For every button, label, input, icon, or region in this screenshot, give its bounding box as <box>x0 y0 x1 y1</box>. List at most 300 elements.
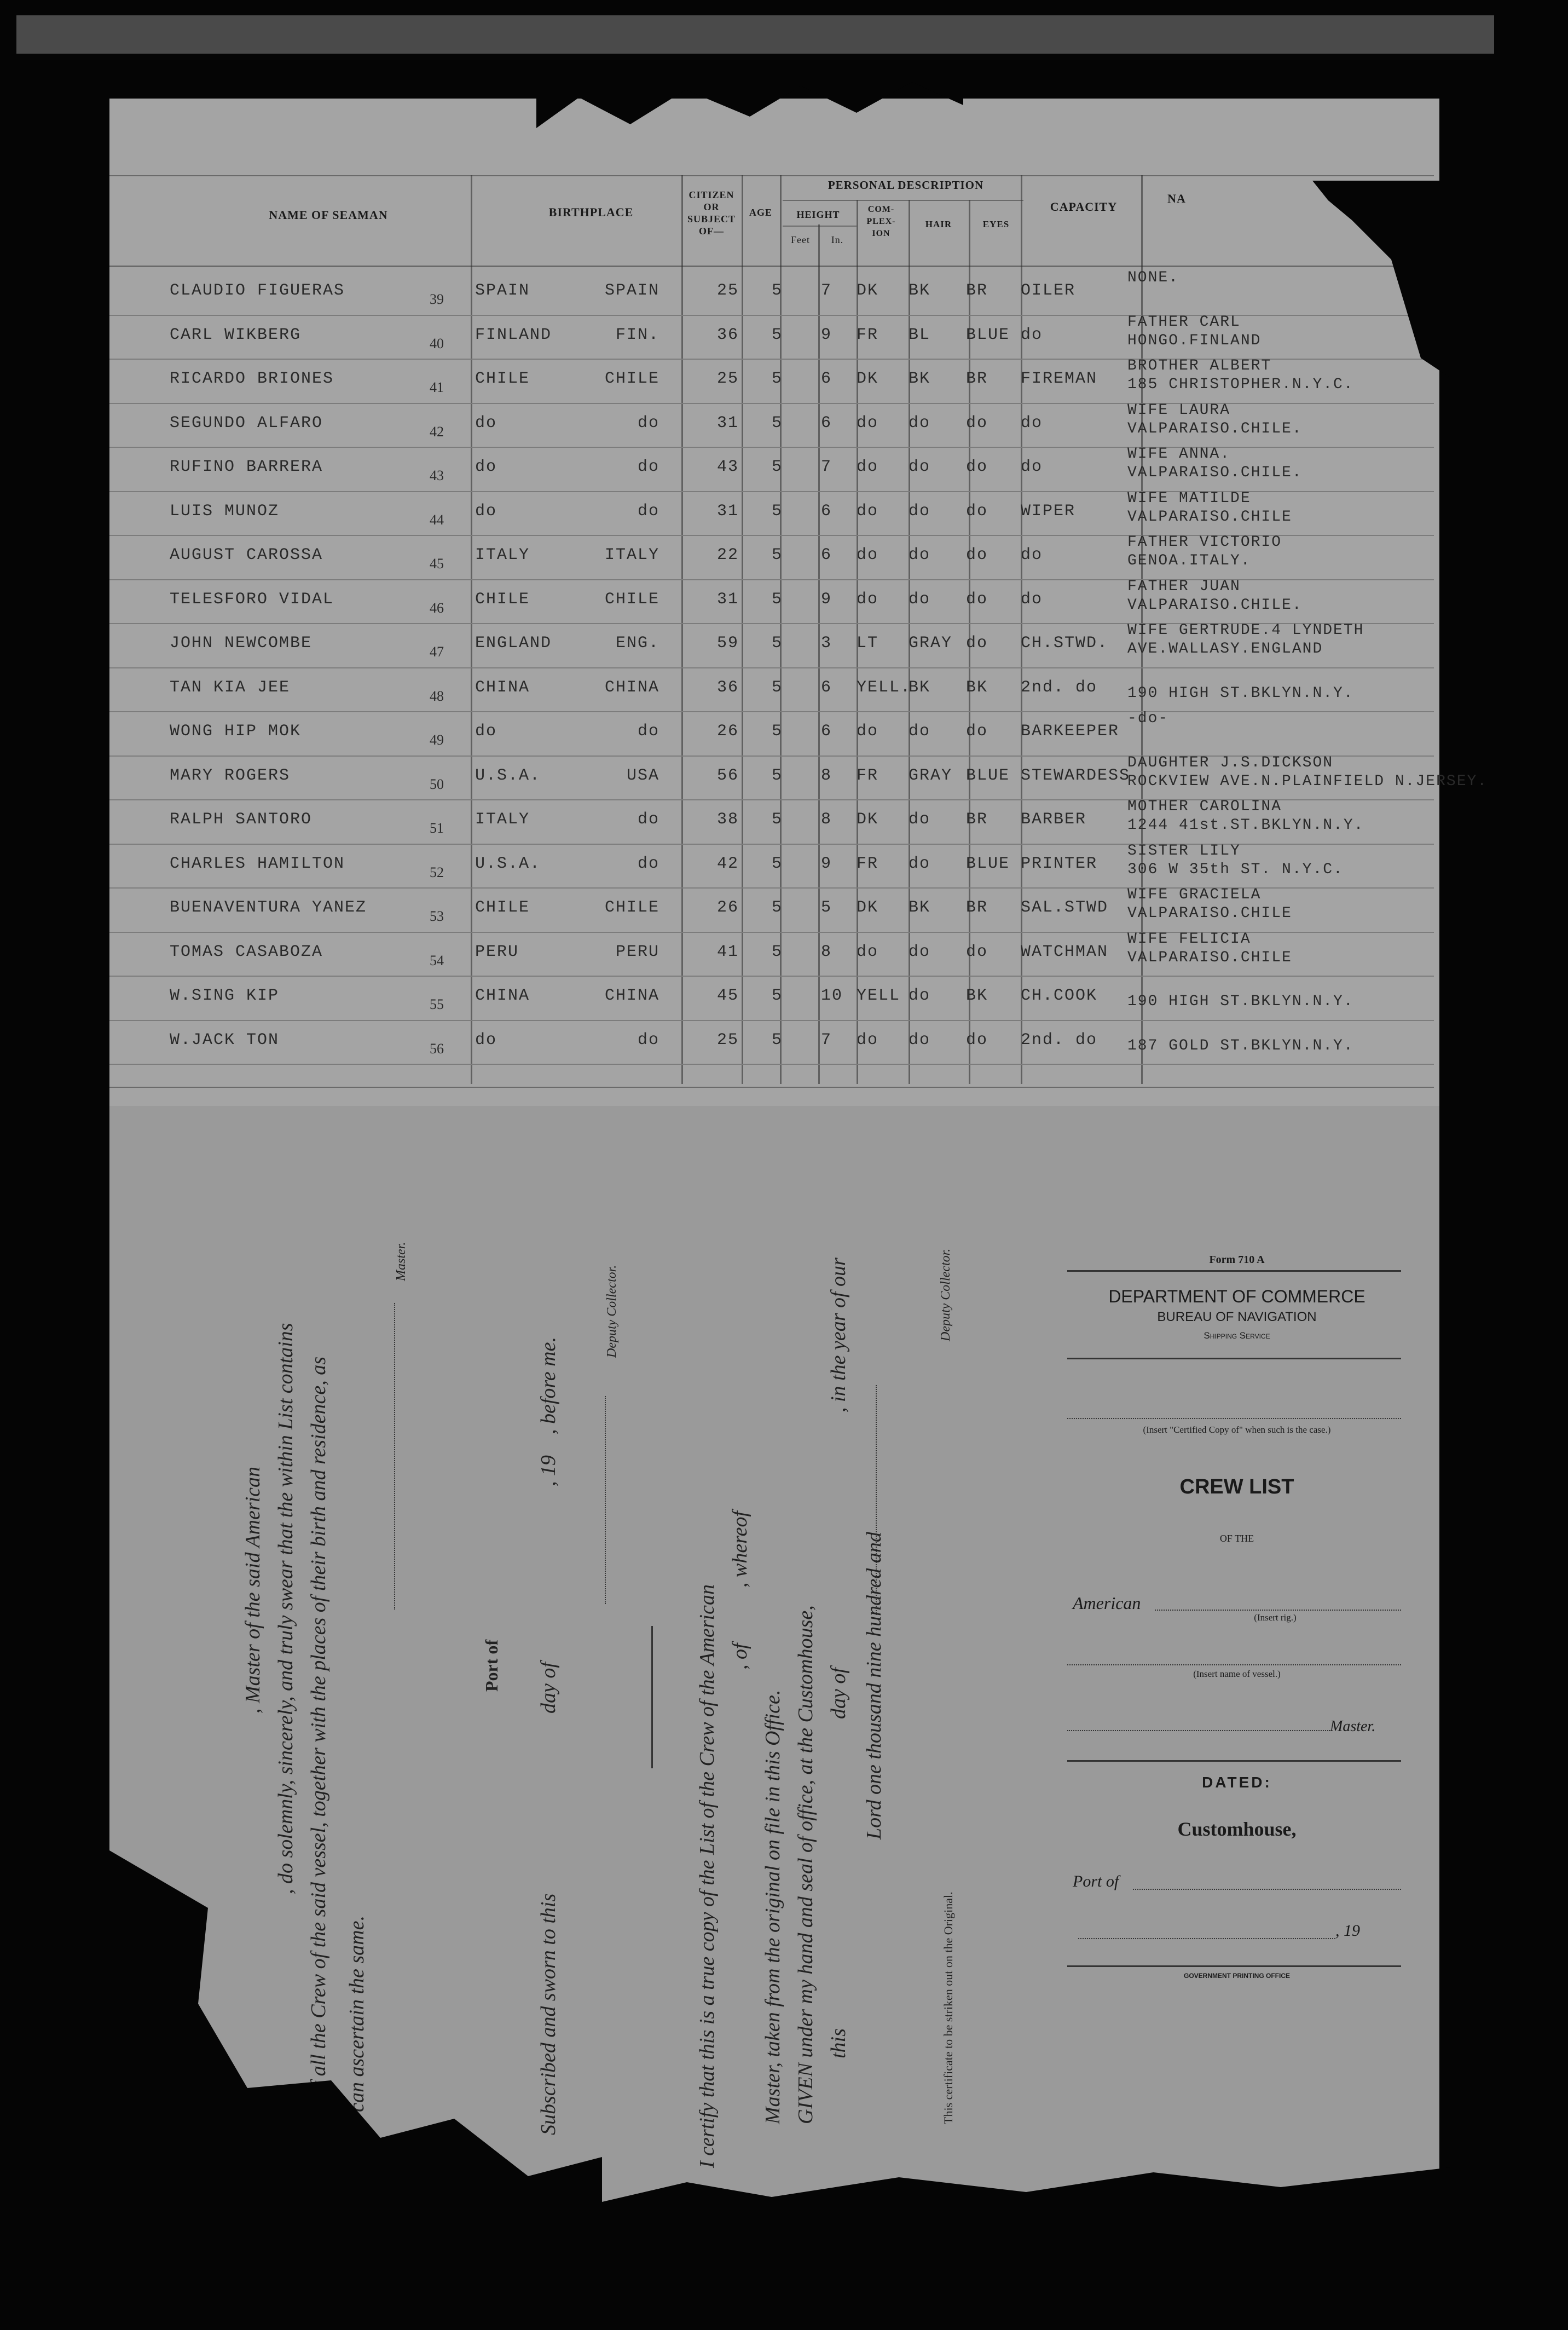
crew-ft-cell: 5 <box>772 325 783 344</box>
crew-birth-cell: do <box>475 413 497 432</box>
crew-birth-cell: CHINA <box>475 678 530 697</box>
crew-cit-cell: USA <box>626 766 659 785</box>
citizen-line-3: SUBJECT <box>687 214 736 224</box>
complexion-line-2: PLEX- <box>866 217 896 226</box>
crew-in-cell: 6 <box>821 370 832 388</box>
crew-rel1-cell: SISTER LILY <box>1127 842 1241 860</box>
crew-row-number: 44 <box>430 511 444 528</box>
crew-age-cell: 42 <box>716 854 739 873</box>
master-name-line <box>1067 1730 1330 1731</box>
cert-line-1: I certify that this is a true copy of the List of the Crew of the American <box>696 1584 719 2168</box>
crew-row-number: 46 <box>430 599 444 616</box>
seal-line <box>651 1626 653 1768</box>
cert-line-2b: , whereof <box>728 1510 751 1588</box>
crew-cap-cell: 2nd. do <box>1021 1030 1098 1049</box>
crew-in-cell: 10 <box>821 987 843 1005</box>
form-dated-rule <box>1067 1760 1401 1762</box>
cert-deputy-collector: Deputy Collector. <box>939 1248 953 1341</box>
feet-header: Feet <box>791 234 810 245</box>
row-rule <box>109 447 1434 448</box>
crew-name-cell: CHARLES HAMILTON <box>170 854 345 873</box>
crew-in-cell: 8 <box>821 810 832 829</box>
crew-eyes-cell: BR <box>966 810 988 829</box>
american-line <box>1155 1610 1401 1611</box>
crew-name-cell: WONG HIP MOK <box>170 722 302 741</box>
crew-eyes-cell: BLUE <box>966 766 1010 785</box>
crew-cit-cell: CHILE <box>604 898 659 917</box>
crew-rel2-cell: GENOA.ITALY. <box>1127 552 1251 569</box>
crew-in-cell: 6 <box>821 546 832 564</box>
crew-cit-cell: do <box>637 854 659 873</box>
crew-ft-cell: 5 <box>772 766 783 785</box>
crew-cap-cell: do <box>1021 413 1043 432</box>
crew-ft-cell: 5 <box>772 501 783 521</box>
form-number: Form 710 A <box>1209 1254 1265 1266</box>
header-bottom-rule <box>109 266 1434 267</box>
crew-hair-cell: do <box>909 413 931 432</box>
crew-in-cell: 6 <box>821 501 832 521</box>
crew-cit-cell: ENG. <box>615 634 659 653</box>
oath-year: , 19 <box>537 1455 560 1486</box>
crew-cap-cell: STEWARDESS <box>1021 766 1131 785</box>
crew-rel2-cell: VALPARAISO.CHILE. <box>1127 596 1303 614</box>
form-bottom-rule <box>1067 1965 1401 1967</box>
crew-hair-cell: do <box>909 458 931 476</box>
form-service: Shipping Service <box>1204 1330 1270 1341</box>
certified-copy-line <box>1067 1418 1401 1419</box>
crew-comp-cell: do <box>857 1030 879 1049</box>
crew-in-cell: 6 <box>821 722 832 741</box>
crew-comp-cell: do <box>857 458 879 476</box>
form-top-rule <box>1067 1270 1401 1272</box>
crew-ft-cell: 5 <box>772 370 783 388</box>
crew-in-cell: 3 <box>821 634 832 653</box>
crew-ft-cell: 5 <box>772 458 783 476</box>
crew-age-cell: 26 <box>716 898 739 917</box>
crew-hair-cell: GRAY <box>909 766 953 785</box>
oath-line-3: mes of all the Crew of the said vessel, together with the places of their birth and residence, as <box>307 1357 330 2135</box>
crew-cap-cell: BARBER <box>1021 810 1087 829</box>
crew-ft-cell: 5 <box>772 546 783 564</box>
crew-ft-cell: 5 <box>772 590 783 609</box>
crew-age-cell: 31 <box>716 501 739 521</box>
crew-rel1-cell: DAUGHTER J.S.DICKSON <box>1127 754 1334 771</box>
col-citizen-header <box>681 189 742 237</box>
crew-cit-cell: do <box>637 413 659 432</box>
oath-subscribed: Subscribed and sworn to this <box>537 1893 560 2135</box>
cert-line-6: Lord one thousand nine hundred and <box>863 1532 886 1839</box>
crew-age-cell: 31 <box>716 413 739 432</box>
crew-eyes-cell: do <box>966 634 988 653</box>
cert-blank-line <box>876 1385 877 1615</box>
crew-hair-cell: do <box>909 854 931 873</box>
crew-row-number: 40 <box>430 335 444 351</box>
crew-hair-cell: do <box>909 590 931 609</box>
hair-header: HAIR <box>925 219 952 229</box>
crew-rel2-cell: 185 CHRISTOPHER.N.Y.C. <box>1127 376 1354 393</box>
master-signature-line <box>394 1303 395 1610</box>
row-rule <box>109 667 1434 668</box>
row-rule <box>109 711 1434 712</box>
crew-rel2-cell: HONGO.FINLAND <box>1127 332 1262 349</box>
crew-birth-cell: CHILE <box>475 370 530 388</box>
crew-eyes-cell: BR <box>966 370 988 388</box>
crew-eyes-cell: BR <box>966 898 988 917</box>
crew-birth-cell: ITALY <box>475 810 530 829</box>
crew-birth-cell: do <box>475 1030 497 1049</box>
crew-row-number: 45 <box>430 556 444 572</box>
crew-hair-cell: do <box>909 722 931 741</box>
crew-in-cell: 8 <box>821 942 832 961</box>
col-divider-feet <box>818 224 820 1084</box>
crew-row-number: 48 <box>430 688 444 704</box>
oath-before-me: , before me. <box>537 1337 560 1434</box>
crew-name-cell: TELESFORO VIDAL <box>170 590 334 609</box>
form-mid-rule <box>1067 1358 1401 1359</box>
crew-rel2-cell: VALPARAISO.CHILE <box>1127 949 1292 966</box>
crew-rel2-cell: 187 GOLD ST.BKLYN.N.Y. <box>1127 1037 1354 1054</box>
col-divider-name <box>471 175 472 1084</box>
crew-comp-cell: DK <box>857 370 879 388</box>
crew-age-cell: 56 <box>716 766 739 785</box>
col-age-header: AGE <box>749 207 772 218</box>
next-of-kin-header: NA <box>1167 192 1186 205</box>
crew-age-cell: 22 <box>716 546 739 564</box>
crew-row-number: 53 <box>430 908 444 924</box>
crew-hair-cell: do <box>909 987 931 1005</box>
crew-age-cell: 36 <box>716 325 739 344</box>
crew-name-cell: RUFINO BARRERA <box>170 458 323 476</box>
oath-line-4: I can ascertain the same. <box>345 1916 368 2124</box>
crew-age-cell: 26 <box>716 722 739 741</box>
crew-row-number: 55 <box>430 996 444 1012</box>
crew-rel1-cell: MOTHER CAROLINA <box>1127 798 1282 815</box>
crew-rel2-cell: AVE.WALLASY.ENGLAND <box>1127 641 1323 658</box>
oath-master-label: Master. <box>394 1242 408 1281</box>
crew-name-cell: TOMAS CASABOZA <box>170 942 323 961</box>
crew-rel1-cell: FATHER JUAN <box>1127 578 1241 595</box>
crew-rel2-cell: ROCKVIEW AVE.N.PLAINFIELD N.JERSEY. <box>1127 772 1488 790</box>
crew-name-cell: AUGUST CAROSSA <box>170 546 323 564</box>
crew-comp-cell: do <box>857 590 879 609</box>
row-rule <box>109 403 1434 404</box>
crew-cit-cell: CHINA <box>604 987 659 1005</box>
crew-hair-cell: BK <box>909 678 931 697</box>
crew-rel1-cell: WIFE GERTRUDE.4 LYNDETH <box>1127 622 1364 639</box>
crew-rel2-cell: 190 HIGH ST.BKLYN.N.Y. <box>1127 684 1354 702</box>
crew-ft-cell: 5 <box>772 854 783 873</box>
crew-ft-cell: 5 <box>772 722 783 741</box>
crew-name-cell: RALPH SANTORO <box>170 810 313 829</box>
crew-cap-cell: OILER <box>1021 281 1076 300</box>
crew-in-cell: 6 <box>821 678 832 697</box>
crew-ft-cell: 5 <box>772 942 783 961</box>
crew-eyes-cell: BK <box>966 987 988 1005</box>
personal-description-header: PERSONAL DESCRIPTION <box>828 178 984 192</box>
citizen-line-1: CITIZEN <box>688 189 734 200</box>
crew-row-number: 42 <box>430 423 444 440</box>
crew-eyes-cell: BLUE <box>966 854 1010 873</box>
crew-row-number: 50 <box>430 776 444 792</box>
crew-hair-cell: do <box>909 1030 931 1049</box>
deputy-signature-line <box>605 1396 606 1604</box>
crew-name-cell: CARL WIKBERG <box>170 325 302 344</box>
crew-rel1-cell: FATHER VICTORIO <box>1127 534 1282 551</box>
complexion-line-1: COM- <box>867 205 895 214</box>
crew-row-number: 39 <box>430 291 444 307</box>
form-nineteen: , 19 <box>1335 1922 1360 1940</box>
crew-cit-cell: FIN. <box>615 325 659 344</box>
citizen-line-4: OF— <box>699 226 724 237</box>
height-header: HEIGHT <box>796 209 840 220</box>
crew-row-number: 51 <box>430 820 444 836</box>
crew-age-cell: 25 <box>716 281 739 300</box>
crew-row-number: 41 <box>430 379 444 395</box>
oath-day-of: day of <box>537 1662 560 1714</box>
crew-rel1-cell: WIFE MATILDE <box>1127 489 1251 507</box>
crew-ft-cell: 5 <box>772 810 783 829</box>
crew-comp-cell: DK <box>857 898 879 917</box>
crew-cap-cell: do <box>1021 325 1043 344</box>
crew-rel1-cell: FATHER CARL <box>1127 313 1241 331</box>
crew-rel2-cell: VALPARAISO.CHILE <box>1127 508 1292 526</box>
crew-comp-cell: do <box>857 942 879 961</box>
crew-comp-cell: DK <box>857 281 879 300</box>
crew-hair-cell: do <box>909 501 931 521</box>
crew-row-number: 47 <box>430 644 444 660</box>
crew-in-cell: 7 <box>821 281 832 300</box>
crew-in-cell: 7 <box>821 1030 832 1049</box>
crew-cap-cell: FIREMAN <box>1021 370 1098 388</box>
oath-line-1: , Master of the said American <box>241 1466 264 1714</box>
crew-cit-cell: SPAIN <box>604 281 659 300</box>
crew-name-cell: W.SING KIP <box>170 987 280 1005</box>
cert-line-3: Master, taken from the original on file in this Office. <box>761 1689 784 2124</box>
crew-cit-cell: do <box>637 501 659 521</box>
crew-rel2-cell: VALPARAISO.CHILE. <box>1127 420 1303 437</box>
crew-birth-cell: U.S.A. <box>475 766 541 785</box>
crew-age-cell: 36 <box>716 678 739 697</box>
cert-line-2: , of <box>728 1643 751 1670</box>
form-title: CREW LIST <box>1179 1475 1294 1498</box>
crew-eyes-cell: do <box>966 546 988 564</box>
eyes-header: EYES <box>982 219 1010 229</box>
crew-comp-cell: do <box>857 501 879 521</box>
crew-cit-cell: CHILE <box>604 370 659 388</box>
crew-birth-cell: CHILE <box>475 898 530 917</box>
crew-eyes-cell: do <box>966 942 988 961</box>
header-top-rule <box>109 175 1434 176</box>
crew-birth-cell: ENGLAND <box>475 634 552 653</box>
crew-comp-cell: do <box>857 722 879 741</box>
crew-hair-cell: do <box>909 942 931 961</box>
cert-line-4: GIVEN under my hand and seal of office, at the Customhouse, <box>794 1605 817 2124</box>
form-bureau: BUREAU OF NAVIGATION <box>1157 1310 1317 1324</box>
form-dated: DATED: <box>1202 1774 1272 1791</box>
col-birthplace-header: BIRTHPLACE <box>548 205 634 219</box>
row-rule <box>109 976 1434 977</box>
crew-age-cell: 31 <box>716 590 739 609</box>
crew-age-cell: 43 <box>716 458 739 476</box>
crew-row-number: 54 <box>430 952 444 968</box>
crew-in-cell: 7 <box>821 458 832 476</box>
crew-ft-cell: 5 <box>772 413 783 432</box>
crew-age-cell: 25 <box>716 370 739 388</box>
crew-age-cell: 45 <box>716 987 739 1005</box>
crew-eyes-cell: do <box>966 413 988 432</box>
crew-rel1-cell: BROTHER ALBERT <box>1127 357 1272 374</box>
crew-in-cell: 6 <box>821 413 832 432</box>
port-line <box>1133 1889 1401 1890</box>
form-insert-name: (Insert name of vessel.) <box>1193 1669 1281 1679</box>
crew-in-cell: 5 <box>821 898 832 917</box>
crew-comp-cell: DK <box>857 810 879 829</box>
crew-name-cell: W.JACK TON <box>170 1030 280 1049</box>
vessel-name-line <box>1067 1664 1401 1665</box>
row-rule <box>109 1020 1434 1021</box>
crew-rel2-cell: VALPARAISO.CHILE. <box>1127 464 1303 481</box>
crew-rel1-cell: -do- <box>1127 710 1169 727</box>
crew-birth-cell: FINLAND <box>475 325 552 344</box>
crew-name-cell: RICARDO BRIONES <box>170 370 334 388</box>
crew-rel1-cell: WIFE LAURA <box>1127 401 1231 419</box>
crew-ft-cell: 5 <box>772 634 783 653</box>
crew-cap-cell: WATCHMAN <box>1021 942 1109 961</box>
crew-cap-cell: do <box>1021 590 1043 609</box>
crew-in-cell: 9 <box>821 325 832 344</box>
crew-cit-cell: do <box>637 1030 659 1049</box>
crew-hair-cell: BK <box>909 898 931 917</box>
crew-eyes-cell: BK <box>966 678 988 697</box>
form-customhouse: Customhouse, <box>1177 1818 1297 1840</box>
form-master: Master. <box>1330 1718 1376 1735</box>
crew-ft-cell: 5 <box>772 987 783 1005</box>
crew-name-cell: JOHN NEWCOMBE <box>170 634 313 653</box>
crew-birth-cell: SPAIN <box>475 281 530 300</box>
crew-ft-cell: 5 <box>772 1030 783 1049</box>
row-rule <box>109 1064 1434 1065</box>
crew-rel1-cell: WIFE FELICIA <box>1127 930 1251 948</box>
crew-eyes-cell: do <box>966 458 988 476</box>
crew-name-cell: LUIS MUNOZ <box>170 501 280 521</box>
crew-eyes-cell: BLUE <box>966 325 1010 344</box>
crew-comp-cell: LT <box>857 634 879 653</box>
crew-comp-cell: do <box>857 413 879 432</box>
crew-cap-cell: SAL.STWD <box>1021 898 1109 917</box>
crew-row-number: 49 <box>430 732 444 748</box>
crew-in-cell: 9 <box>821 854 832 873</box>
crew-ft-cell: 5 <box>772 678 783 697</box>
crew-rel1-cell: WIFE ANNA. <box>1127 446 1231 463</box>
crew-age-cell: 25 <box>716 1030 739 1049</box>
crew-comp-cell: YELL <box>857 987 901 1005</box>
crew-cap-cell: do <box>1021 546 1043 564</box>
crew-ft-cell: 5 <box>772 898 783 917</box>
crew-hair-cell: BK <box>909 281 931 300</box>
crew-hair-cell: do <box>909 546 931 564</box>
crew-rel2-cell: 306 W 35th ST. N.Y.C. <box>1127 861 1344 878</box>
crew-comp-cell: FR <box>857 854 879 873</box>
crew-cit-cell: ITALY <box>604 546 659 564</box>
crew-comp-cell: FR <box>857 325 879 344</box>
col-divider-citizen <box>742 175 743 1084</box>
crew-name-cell: TAN KIA JEE <box>170 678 291 697</box>
form-insert-rig: (Insert rig.) <box>1254 1612 1297 1623</box>
form-gpo: GOVERNMENT PRINTING OFFICE <box>1183 1972 1290 1980</box>
crew-in-cell: 8 <box>821 766 832 785</box>
crew-rel2-cell: 1244 41st.ST.BKLYN.N.Y. <box>1127 817 1364 834</box>
crew-in-cell: 9 <box>821 590 832 609</box>
crew-eyes-cell: BR <box>966 281 988 300</box>
crew-row-number: 43 <box>430 468 444 483</box>
crew-birth-cell: do <box>475 501 497 521</box>
col-name-header: NAME OF SEAMAN <box>269 208 388 222</box>
crew-cit-cell: CHINA <box>604 678 659 697</box>
crew-age-cell: 41 <box>716 942 739 961</box>
personal-desc-rule <box>783 200 1023 201</box>
crew-name-cell: SEGUNDO ALFARO <box>170 413 323 432</box>
crew-cap-cell: BARKEEPER <box>1021 722 1120 741</box>
crew-name-cell: CLAUDIO FIGUERAS <box>170 281 345 300</box>
crew-hair-cell: GRAY <box>909 634 953 653</box>
crew-row-number: 56 <box>430 1040 444 1057</box>
oath-port-of: Port of <box>482 1639 501 1692</box>
form-american: American <box>1073 1593 1141 1613</box>
crew-birth-cell: do <box>475 458 497 476</box>
crew-birth-cell: CHINA <box>475 987 530 1005</box>
crew-cap-cell: WIPER <box>1021 501 1076 521</box>
crew-comp-cell: FR <box>857 766 879 785</box>
table-bottom-rule <box>109 1087 1434 1088</box>
oath-deputy-collector: Deputy Collector. <box>605 1265 619 1358</box>
crew-birth-cell: PERU <box>475 942 519 961</box>
crew-birth-cell: ITALY <box>475 546 530 564</box>
form-insert-copy: (Insert "Certified Copy of" when such is the case.) <box>1143 1424 1331 1435</box>
cert-line-5: this <box>827 2028 850 2058</box>
crew-name-cell: BUENAVENTURA YANEZ <box>170 898 367 917</box>
crew-eyes-cell: do <box>966 501 988 521</box>
cert-line-5c: , in the year of our <box>827 1258 850 1412</box>
crew-comp-cell: YELL. <box>857 678 912 697</box>
crew-rel1-cell: WIFE GRACIELA <box>1127 886 1262 903</box>
inches-header: In. <box>831 234 844 245</box>
scan-top-strip <box>16 15 1494 54</box>
crew-rel2-cell: 190 HIGH ST.BKLYN.N.Y. <box>1127 993 1354 1010</box>
crew-birth-cell: U.S.A. <box>475 854 541 873</box>
crew-rel2-cell: VALPARAISO.CHILE <box>1127 905 1292 922</box>
crew-cap-cell: 2nd. do <box>1021 678 1098 697</box>
date-line <box>1078 1938 1335 1939</box>
form-port-of: Port of <box>1073 1872 1119 1890</box>
crew-cap-cell: do <box>1021 458 1043 476</box>
form-department: DEPARTMENT OF COMMERCE <box>1108 1287 1366 1306</box>
crew-row-number: 52 <box>430 864 444 880</box>
crew-eyes-cell: do <box>966 590 988 609</box>
oath-line-2: , do solemnly, sincerely, and truly swear that the within List contains <box>274 1323 297 1894</box>
complexion-line-3: ION <box>872 229 890 238</box>
crew-comp-cell: do <box>857 546 879 564</box>
citizen-line-2: OR <box>703 201 720 212</box>
crew-rel1-cell: NONE. <box>1127 269 1179 286</box>
crew-ft-cell: 5 <box>772 281 783 300</box>
crew-age-cell: 38 <box>716 810 739 829</box>
cert-line-5b: day of <box>827 1668 850 1719</box>
crew-cit-cell: PERU <box>615 942 659 961</box>
crew-eyes-cell: do <box>966 722 988 741</box>
cert-footnote: This certificate to be striken out on the Original. <box>941 1891 955 2124</box>
crew-eyes-cell: do <box>966 1030 988 1049</box>
height-rule <box>783 226 857 227</box>
